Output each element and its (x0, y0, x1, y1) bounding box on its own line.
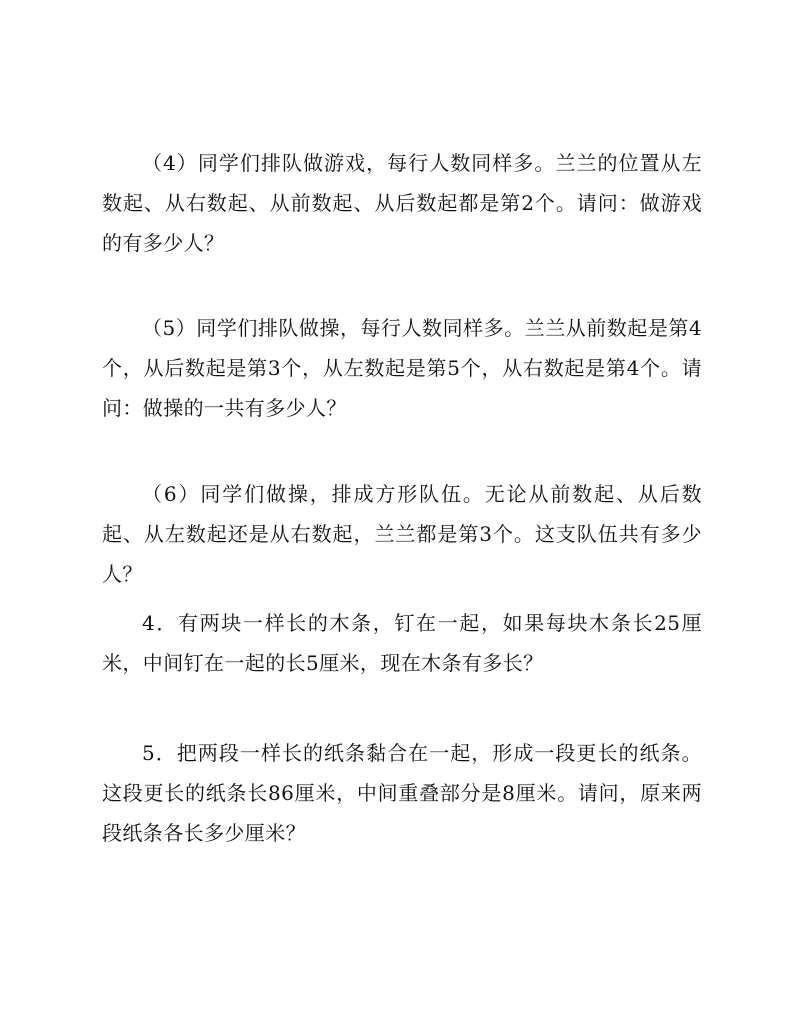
problem-6-square-formation: （6）同学们做操，排成方形队伍。无论从前数起、从后数起、从左数起还是从右数起，兰兰都是第3个。这支队伍共有多少人？ (102, 482, 702, 586)
problem-5-exercise-rows: （5）同学们排队做操，每行人数同样多。兰兰从前数起是第4个，从后数起是第3个，从左数起是第5个，从右数起是第4个。请问：做操的一共有多少人？ (102, 316, 702, 420)
question-5-paper-strips: 5．把两段一样长的纸条黏合在一起，形成一段更长的纸条。这段更长的纸条长86厘米，中间重叠部分是8厘米。请问，原来两段纸条各长多少厘米？ (102, 741, 702, 845)
question-4-wood-strips: 4．有两块一样长的木条，钉在一起，如果每块木条长25厘米，中间钉在一起的长5厘米，现在木条有多长？ (102, 611, 702, 675)
problem-4-line-game: （4）同学们排队做游戏，每行人数同样多。兰兰的位置从左数起、从右数起、从前数起、从后数起都是第2个。请问：做游戏的有多少人？ (102, 151, 702, 255)
